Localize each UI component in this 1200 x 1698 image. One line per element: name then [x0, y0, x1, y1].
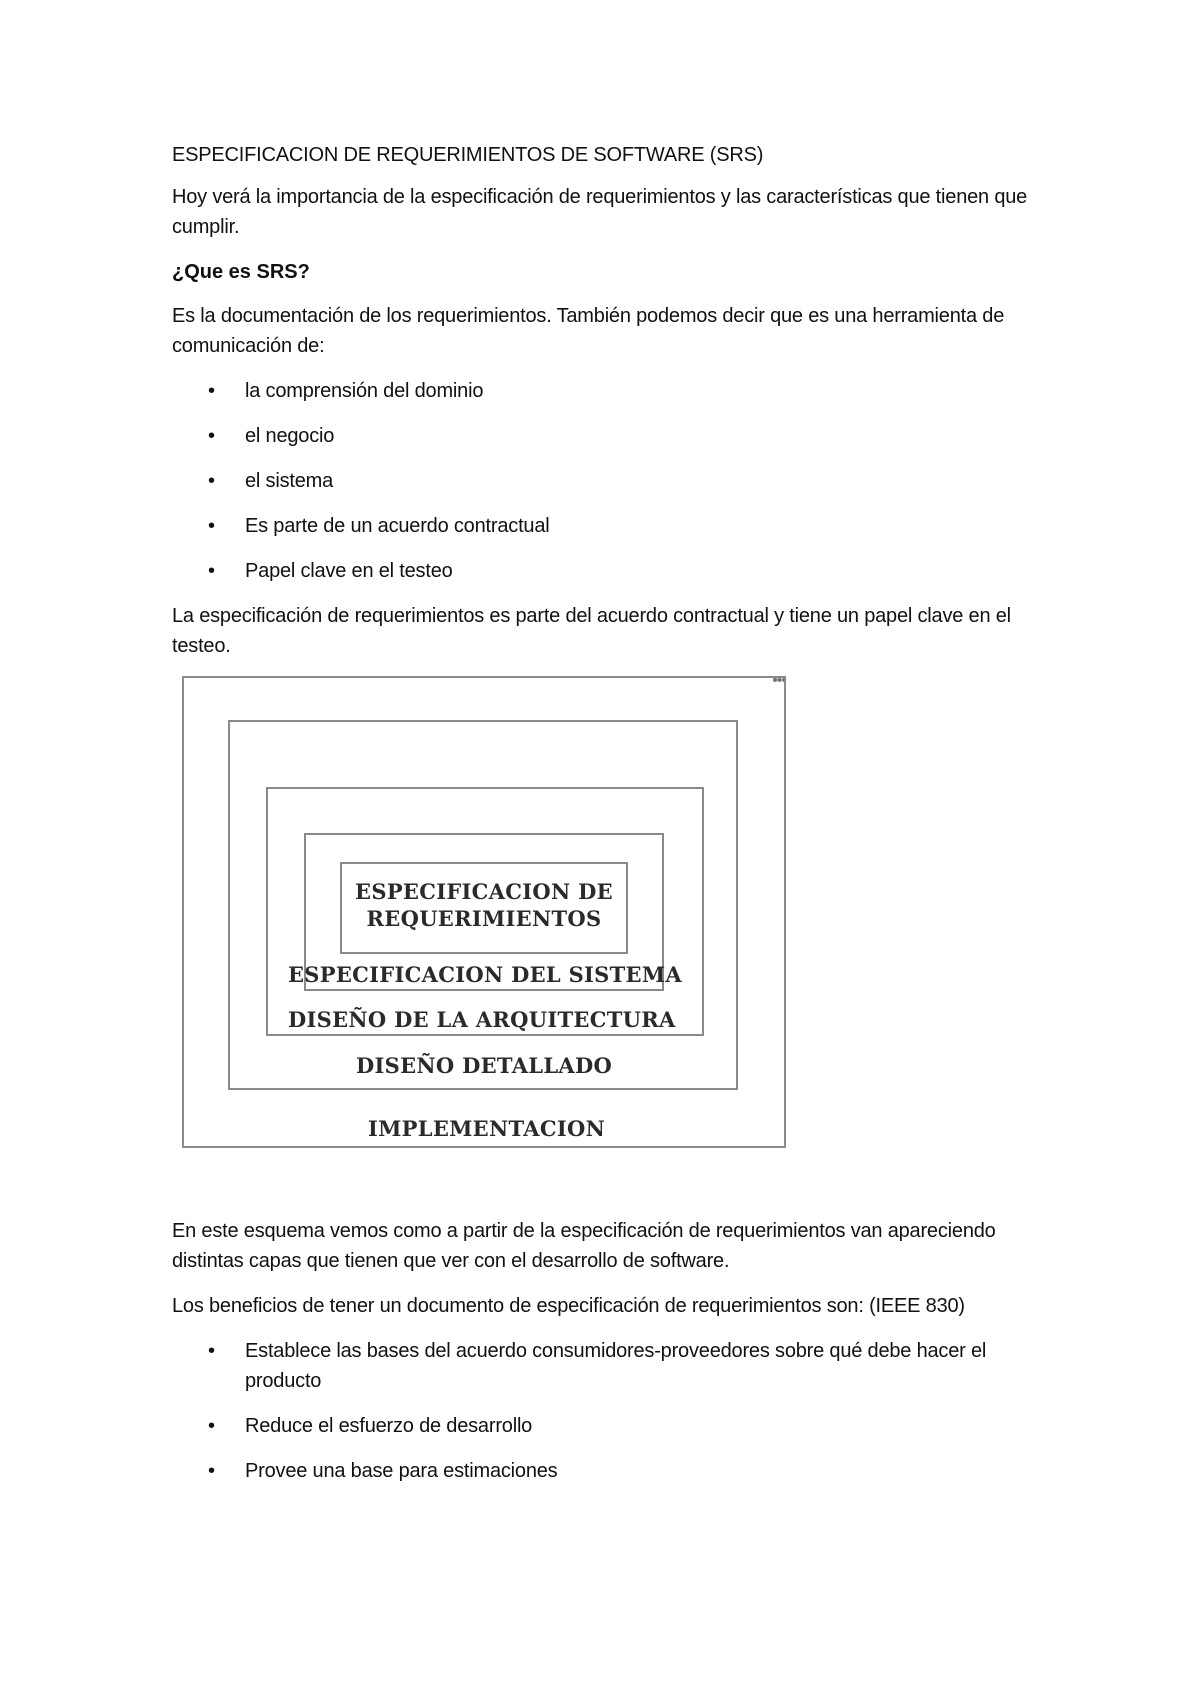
explanation-paragraph: En este esquema vemos como a partir de la especificación de requerimientos van apareciendo distintas capas que tienen que ver con el desarrollo de software. [172, 1220, 996, 1272]
communication-list [172, 376, 1052, 586]
list-item: • el negocio [172, 421, 1052, 451]
benefits-intro-paragraph: Los beneficios de tener un documento de especificación de requerimientos son: (IEEE 830) [172, 1295, 965, 1317]
bullet-icon: • [208, 1340, 215, 1362]
list-item: • Provee una base para estimaciones [172, 1456, 1052, 1486]
layer-detailed-label: DISEÑO DETALLADO [356, 1053, 613, 1078]
bullet-icon: • [208, 1415, 215, 1437]
layer-implementation-label: IMPLEMENTACION [368, 1116, 606, 1141]
definition-paragraph: Es la documentación de los requerimientos. También podemos decir que es una herramienta de comunicación de: [172, 305, 1005, 357]
layer-system-label: ESPECIFICACION DEL SISTEMA [288, 962, 683, 987]
list-item: • la comprensión del dominio [172, 376, 1052, 406]
bullet-icon: • [208, 1460, 215, 1482]
bullet-icon: • [208, 470, 215, 492]
document-title: ESPECIFICACION DE REQUERIMIENTOS DE SOFTWARE (SRS) [172, 144, 764, 166]
benefits-list [172, 1336, 1052, 1486]
bullet-icon: • [208, 560, 215, 582]
list-item: • el sistema [172, 466, 1052, 496]
list-item: • Es parte de un acuerdo contractual [172, 511, 1052, 541]
list-item: • Papel clave en el testeo [172, 556, 1052, 586]
list-item: • Reduce el esfuerzo de desarrollo [172, 1411, 1052, 1441]
more-options-icon[interactable]: ••• [772, 672, 786, 689]
layer-requirements-label: ESPECIFICACION DE REQUERIMIENTOS [355, 879, 613, 931]
bullet-icon: • [208, 425, 215, 447]
bullet-icon: • [208, 380, 215, 402]
document-body [172, 140, 1052, 1501]
layer-architecture-label: DISEÑO DE LA ARQUITECTURA [288, 1007, 676, 1032]
layers-diagram[interactable] [176, 672, 786, 1156]
bullet-icon: • [208, 515, 215, 537]
question-heading: ¿Que es SRS? [172, 261, 310, 283]
list-item: • Establece las bases del acuerdo consumidores-proveedores sobre qué debe hacer el producto [172, 1336, 1052, 1396]
summary-paragraph: La especificación de requerimientos es parte del acuerdo contractual y tiene un papel clave en el testeo. [172, 605, 1011, 657]
intro-paragraph: Hoy verá la importancia de la especificación de requerimientos y las características que tienen que cumplir. [172, 186, 1028, 238]
